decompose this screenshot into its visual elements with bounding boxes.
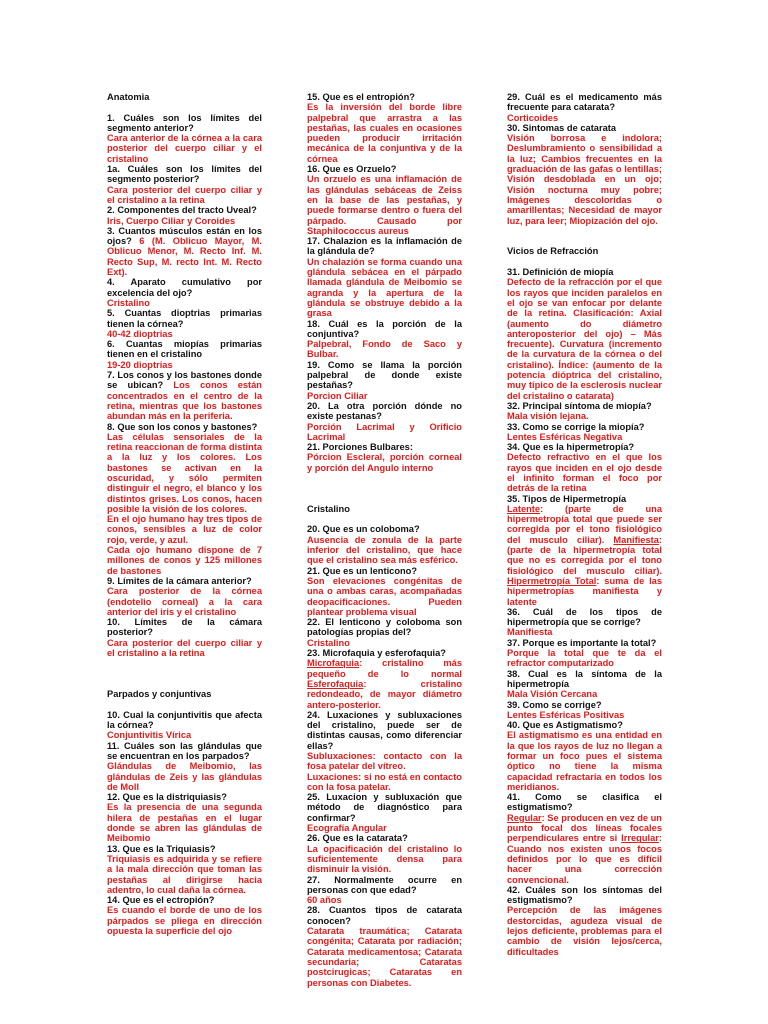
answer-text: Pórcion Escleral, porción corneal y porción del Angulo interno xyxy=(307,452,462,473)
answer-text: Las células sensoriales de la retina reaccionan de forma distinta a la luz y los colores. Los bastones se activan en la oscuridad, y sólo permiten distinguir el negro, el blanco y los distintos grises. Los conos, hacen posible la visión de los colores. xyxy=(107,431,262,514)
answer-text: Corticoides xyxy=(507,112,559,123)
answer-text: Cara posterior del cuerpo ciliar y el cristalino a la retina xyxy=(107,184,262,205)
answer-text: Porque la total que te da el refractor computarizado xyxy=(507,648,662,669)
answer-text: Triquiasis es adquirida y se refiere a la mala dirección que toman las pestañas al dirigirse hacia adentro, lo cual daña la córnea. xyxy=(107,853,262,895)
question-text: 7. Los conos y los bastones donde se ubican? xyxy=(107,370,262,391)
answer-text: Son elevaciones congénitas de una o ambas caras, acompañadas deopacificaciones. Pueden plantear problema visual xyxy=(307,575,462,617)
section-heading: Parpados y conjuntivas xyxy=(107,689,212,700)
question-text: 29. Cuál es el medicamento más frecuente para catarata? xyxy=(507,92,662,113)
question-text: 28. Cuantos tipos de catarata conocen? xyxy=(307,905,462,926)
question-text: 35. Tipos de Hipermetropía xyxy=(507,493,627,504)
answer-text: Porcion Ciliar xyxy=(307,390,368,401)
spacer xyxy=(107,669,262,679)
answer-text: 40-42 dioptrias xyxy=(107,328,173,339)
answer-text: Cara anterior de la córnea a la cara posterior del cuerpo ciliar y el cristalino xyxy=(107,133,262,164)
answer-text: Un orzuelo es una inflamación de las glándulas sebáceas de Zeiss en la base de las pestañas, y puede formarse dentro o fuera del párpado. Causado por Staphilococcus aureus xyxy=(307,174,462,236)
question-text: 17. Chalazion es la inflamación de la glándula de? xyxy=(307,236,462,257)
answer-text: Mala visión lejana. xyxy=(507,411,589,422)
question-text: 9. Límites de la cámara anterior? xyxy=(107,575,252,586)
question-text: 39. Como se corrige? xyxy=(507,699,602,710)
question-text: 21. Porciones Bulbares: xyxy=(307,442,413,453)
answer-text: Un chalazión se forma cuando una glándula sebácea en el párpado llamada glándula de Meibomio se agranda y la apertura de la glándula se obstruye debido a la grasa xyxy=(307,256,462,319)
answer-text: Defecto refractivo en el que los rayos que inciden en el ojo desde el infinito forman el foco por detrás de la retina xyxy=(507,452,662,494)
question-text: 30. Sintomas de catarata xyxy=(507,122,617,133)
term-label: Manifiesta xyxy=(613,534,659,545)
answer-text: Defecto de la refracción por el que los rayos que inciden paralelos en el ojo se van enfocar por delante de la retina. Clasificación: Axial (aumento do diámetro anteroposterior del ojo) – Más frecuente). Curvatura (incremento de la curvatura de la córnea o del cristalino). Índice: (aumento de la potencia dióptrica del cristalino, muy típico de la esclerosis nuclear del cristalino o catarata) xyxy=(507,277,662,401)
answer-text: Cada ojo humano dispone de 7 millones de conos y 125 millones de bastones xyxy=(107,545,262,576)
section-heading: Cristalino xyxy=(307,503,350,514)
question-text: 42. Cuáles son los síntomas del estigmatismo? xyxy=(507,884,662,906)
answer-text: Manifiesta xyxy=(507,627,553,638)
question-text: 32. Principal síntoma de miopía? xyxy=(507,400,652,411)
answer-text: En el ojo humano hay tres tipos de conos, sensibles a luz de color rojo, verde, y azul. xyxy=(107,514,262,545)
question-text: 1a. Cuáles son los límites del segmento posterior? xyxy=(107,164,262,185)
question-text: 37. Porque es importante la total? xyxy=(507,637,657,648)
question-text: 14. Que es el ectropión? xyxy=(107,895,215,906)
answer-text: Subluxaciones: contacto con la fosa patelar del vítreo. xyxy=(307,751,462,772)
qa-block xyxy=(507,813,662,885)
answer-text: 19-20 dioptrias xyxy=(107,359,173,370)
term-label: Regular xyxy=(507,812,542,823)
answer-text: : Cuando nos existen unos focos definidos por lo que es difícil hacer una corrección convencional. xyxy=(507,833,662,885)
question-text: 4. Aparato cumulativo por excelencia del ojo? xyxy=(107,277,262,298)
answer-text: Catarata traumática; Catarata congénita; Catarata por radiación; Catarata medicamentosa; Catarata secundaria; Cataratas postcirugicas; Cataratas en personas con Diabetes. xyxy=(307,926,462,988)
answer-text: : Se producen en vez de un punto focal dos líneas focales perpendiculares entre si xyxy=(507,812,662,844)
question-text: 36. Cuál de los tipos de hipermetropía que se corrige? xyxy=(507,606,662,628)
question-text: 25. Luxacion y subluxación que método de diagnóstico para confirmar? xyxy=(307,792,462,823)
answer-text: 60 años xyxy=(307,895,342,906)
spacer xyxy=(307,514,462,524)
answer-text: Lentes Esféricas Negativa xyxy=(507,431,623,442)
term-label: Microfaquia xyxy=(307,658,360,669)
answer-text: Palpebral, Fondo de Saco y Bulbar. xyxy=(307,339,462,360)
question-text: 10. Cual la conjuntivitis que afecta la córnea? xyxy=(107,709,262,731)
question-text: 12. Que es la distriquiasis? xyxy=(107,792,227,803)
qa-block xyxy=(507,504,662,607)
spacer xyxy=(107,102,262,112)
question-text: 10. Límites de la cámara posterior? xyxy=(107,617,262,638)
question-text: 23. Microfaquia y esferofaquia? xyxy=(307,648,446,659)
column-2 xyxy=(307,92,462,988)
answer-text: Cristalino xyxy=(107,297,150,308)
answer-text: Cara posterior del cuerpo ciliar y el cristalino a la retina xyxy=(107,637,262,659)
answer-text: : (parte de la hipermetropía total que no es corregida por el tono fisiológico del musculo ciliar). xyxy=(507,534,662,576)
question-text: 22. El lenticono y coloboma son patologías propias del? xyxy=(307,617,462,638)
question-text: 38. Cual es la síntoma de la hipermetropía xyxy=(507,668,662,689)
question-text: 33. Como se corrige la miopía? xyxy=(507,421,645,432)
spacer xyxy=(307,473,462,483)
question-text: 34. Que es la hipermetropía? xyxy=(507,442,635,453)
question-text: 5. Cuantas dioptrias primarias tienen la córnea? xyxy=(107,308,262,329)
answer-text: Conjuntivitis Vírica xyxy=(107,730,192,741)
spacer xyxy=(507,236,662,246)
answer-text: : cristalino más pequeño de lo normal xyxy=(307,658,462,679)
question-text: 13. Que es la Triquiasis? xyxy=(107,843,216,854)
answer-text: La opacificación del cristalino lo suficientemente densa para disminuir la visión. xyxy=(307,843,462,875)
column-1 xyxy=(107,92,262,936)
spacer xyxy=(507,226,662,236)
answer-text: Es la presencia de una segunda hilera de pestañas en el lugar donde se abren las glándulas de Meibomio xyxy=(107,802,262,844)
qa-block xyxy=(107,370,262,421)
answer-text: Visión borrosa e indolora; Deslumbramiento o sensibilidad a la luz; Cambios frecuentes en la graduación de las gafas o lentillas; Visión desdoblada en un ojo; Visión nocturna muy pobre; Imágenes descoloridas o amarillentas; Necesidad de mayor luz, para leer; Miopización del ojo. xyxy=(507,133,662,226)
term-label: Esferofaquia xyxy=(307,678,364,689)
answer-text: Cara posterior de la córnea (endotelio corneal) a la cara anterior del iris y el cristalino xyxy=(107,586,262,617)
answer-text: Porción Lacrimal y Orificio Lacrimal xyxy=(307,421,462,442)
question-text: 11. Cuáles son las glándulas que se encuentran en los parpados? xyxy=(107,740,262,761)
answer-text: : cristalino redondeado, de mayor diámetro antero-posterior. xyxy=(307,678,462,710)
answer-text: Es cuando el borde de uno de los párpados se pliega en dirección opuesta la superficie del ojo xyxy=(107,905,262,937)
question-text: 26. Que es la catarata? xyxy=(307,833,408,844)
question-text: 2. Componentes del tracto Uveal? xyxy=(107,205,257,216)
question-text: 19. Como se llama la porción palpebral de donde existe pestañas? xyxy=(307,359,462,391)
term-label: Irregular xyxy=(621,833,659,844)
answer-text: Percepción de las imágenes destorcidas, agudeza visual de lejos deficiente, problemas para el cambio de visión lejos/cerca, dificultades xyxy=(507,905,662,957)
question-text: 16. Que es Orzuelo? xyxy=(307,164,397,175)
answer-text: Ausencia de zonula de la parte inferior del cristalino, que hace que el cristalino sea más esférico. xyxy=(307,534,462,566)
question-text: 31. Definición de miopía xyxy=(507,267,614,278)
answer-text: Glándulas de Meibomio, las glándulas de Zeis y las glándulas de Moll xyxy=(107,761,262,792)
answer-text: 6 (M. Oblicuo Mayor, M. Oblicuo Menor, M. Recto Inf. M. Recto Sup, M. recto Int. M. Recto Ext). xyxy=(107,236,263,278)
answer-text: : (parte de una hipermetropía total que puede ser corregida por el tono fisiológico del musculo ciliar). xyxy=(507,503,662,545)
column-3 xyxy=(507,92,662,957)
question-text: 41. Como se clasifica el estigmatismo? xyxy=(507,792,662,813)
question-text: 40. Que es Astigmatismo? xyxy=(507,720,623,731)
answer-text: Iris, Cuerpo Ciliar y Coroides xyxy=(107,215,236,226)
term-label: Latente xyxy=(507,503,541,514)
answer-text: El astigmatismo es una entidad en la que los rayos de luz no llegan a formar un foco pues el sistema óptico no tiene la misma capacidad refractaria en todos los meridianos. xyxy=(507,730,662,792)
spacer xyxy=(507,257,662,267)
question-text: 27. Normalmente ocurre en personas con que edad? xyxy=(307,874,462,895)
spacer xyxy=(307,483,462,493)
answer-text: Es la inversión del borde libre palpebral que arrastra a las pestañas, las cuales en ocasiones pueden producir irritación mecánica de la conjuntiva y de la córnea xyxy=(307,102,462,164)
answer-text: Mala Visión Cercana xyxy=(507,689,598,700)
question-text: 6. Cuantas miopías primarias tienen en el cristalino xyxy=(107,339,262,360)
question-text: 15. Que es el entropión? xyxy=(307,92,415,102)
question-text: 18. Cuál es la porción de la conjuntiva? xyxy=(307,318,462,339)
answer-text: Ecografía Angular xyxy=(307,823,387,834)
section-heading: Anatomia xyxy=(107,92,150,102)
spacer xyxy=(107,658,262,668)
spacer xyxy=(107,700,262,710)
spacer xyxy=(307,494,462,504)
term-label: Hipermetropía Total xyxy=(507,575,597,586)
qa-block xyxy=(107,226,262,277)
question-text: 24. Luxaciones y subluxaciones del cristalino, puede ser de distintas causas, como diferenciar ellas? xyxy=(307,709,462,751)
answer-text: Lentes Esféricas Positivas xyxy=(507,709,625,720)
question-text: 20. La otra porción dónde no existe pestanas? xyxy=(307,400,462,422)
qa-block xyxy=(307,658,462,709)
question-text: 20. Que es un coloboma? xyxy=(307,524,420,535)
answer-text: Cristalino xyxy=(307,637,350,648)
answer-text: : suma de las hipermetropías manifiesta y latente xyxy=(507,575,662,607)
question-text: 1. Cuáles son los límites del segmento anterior? xyxy=(107,112,262,133)
question-text: 3. Cuantos músculos están en los ojos? xyxy=(107,225,262,247)
answer-text: Los conos están concentrados en el centro de la retina, mientras que los bastones abundan más en la periferia. xyxy=(107,380,262,422)
question-text: 21. Que es un lenticono? xyxy=(307,565,418,576)
question-text: 8. Que son los conos y bastones? xyxy=(107,421,258,432)
spacer xyxy=(107,679,262,689)
answer-text: Luxaciones: si no está en contacto con la fosa patelar. xyxy=(307,771,462,792)
section-heading: Vicios de Refracción xyxy=(507,246,599,257)
